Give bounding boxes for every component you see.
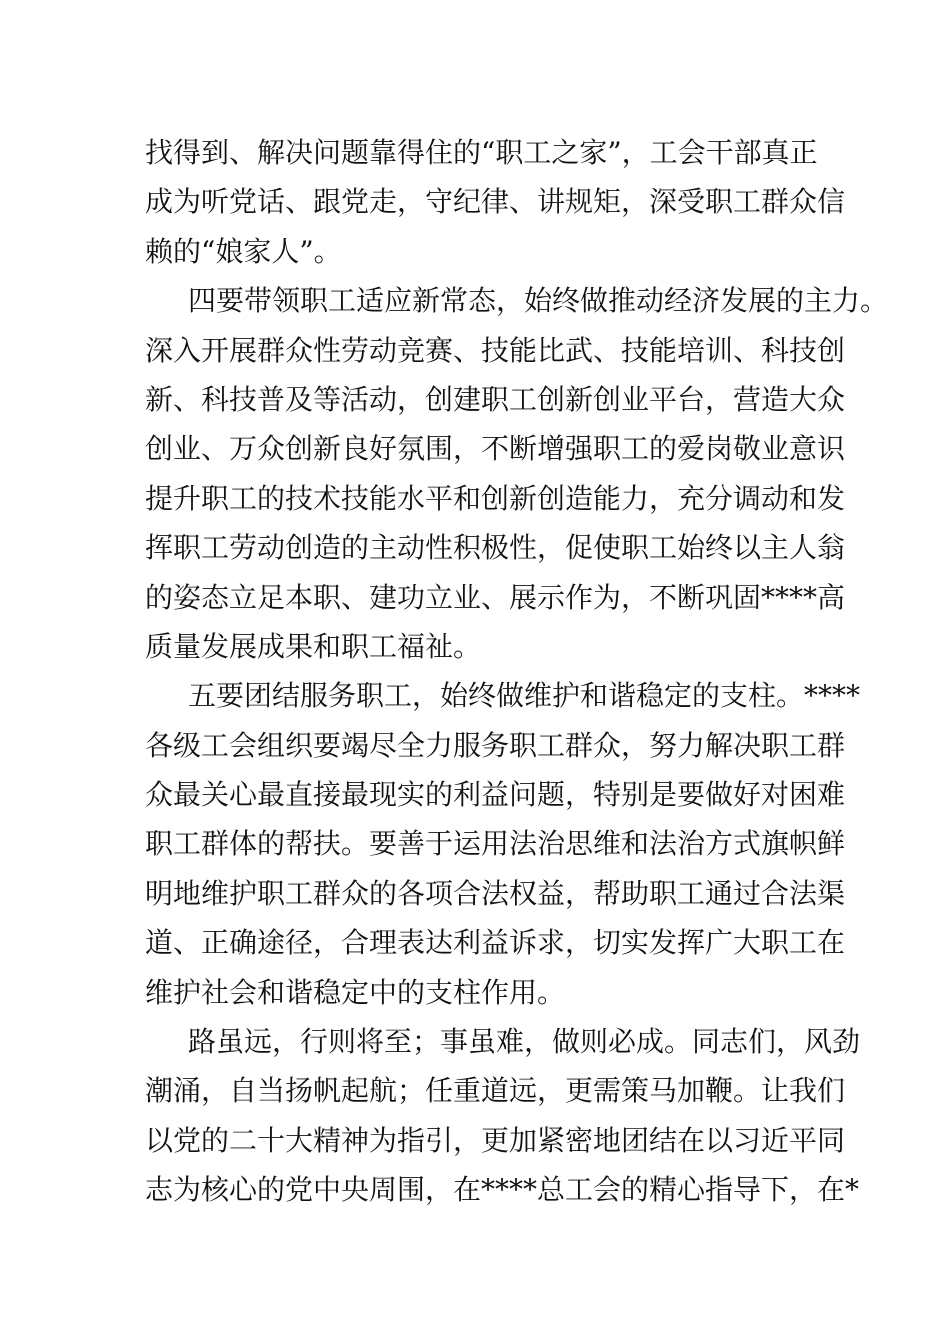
paragraph-start-line: 五要团结服务职工，始终做维护和谐稳定的支柱。**** — [188, 679, 861, 713]
text-line: 以党的二十大精神为指引，更加紧密地团结在以习近平同 — [145, 1123, 846, 1157]
text-line: 各级工会组织要竭尽全力服务职工群众，努力解决职工群 — [145, 728, 846, 762]
text-line: 众最关心最直接最现实的利益问题，特别是要做好对困难 — [145, 778, 846, 812]
text-line: 质量发展成果和职工福祉。 — [145, 629, 482, 663]
body-text — [145, 128, 889, 1215]
text-line: 深入开展群众性劳动竞赛、技能比武、技能培训、科技创 — [145, 333, 846, 367]
text-line: 维护社会和谐稳定中的支柱作用。 — [145, 975, 566, 1009]
text-line: 成为听党话、跟党走，守纪律、讲规矩，深受职工群众信 — [145, 185, 846, 219]
text-line: 明地维护职工群众的各项合法权益，帮助职工通过合法渠 — [145, 876, 846, 910]
text-line: 提升职工的技术技能水平和创新创造能力，充分调动和发 — [145, 481, 846, 515]
text-line: 新、科技普及等活动，创建职工创新创业平台，营造大众 — [145, 382, 846, 416]
text-line: 创业、万众创新良好氛围，不断增强职工的爱岗敬业意识 — [145, 432, 846, 466]
text-line: 潮涌，自当扬帆起航；任重道远，更需策马加鞭。让我们 — [145, 1074, 846, 1108]
paragraph-start-line: 路虽远，行则将至；事虽难，做则必成。同志们，风劲 — [188, 1025, 861, 1059]
text-line: 志为核心的党中央周围，在****总工会的精心指导下，在* — [145, 1173, 860, 1207]
text-line: 的姿态立足本职、建功立业、展示作为，不断巩固****高 — [145, 580, 846, 614]
text-line: 赖的“娘家人”。 — [145, 234, 342, 268]
text-line: 挥职工劳动创造的主动性积极性，促使职工始终以主人翁 — [145, 531, 846, 565]
paragraph-start-line: 四要带领职工适应新常态，始终做推动经济发展的主力。 — [188, 284, 889, 318]
text-line: 职工群体的帮扶。要善于运用法治思维和法治方式旗帜鲜 — [145, 827, 846, 861]
text-line: 道、正确途径，合理表达利益诉求，切实发挥广大职工在 — [145, 926, 846, 960]
text-line: 找得到、解决问题靠得住的“职工之家”，工会干部真正 — [145, 136, 818, 169]
